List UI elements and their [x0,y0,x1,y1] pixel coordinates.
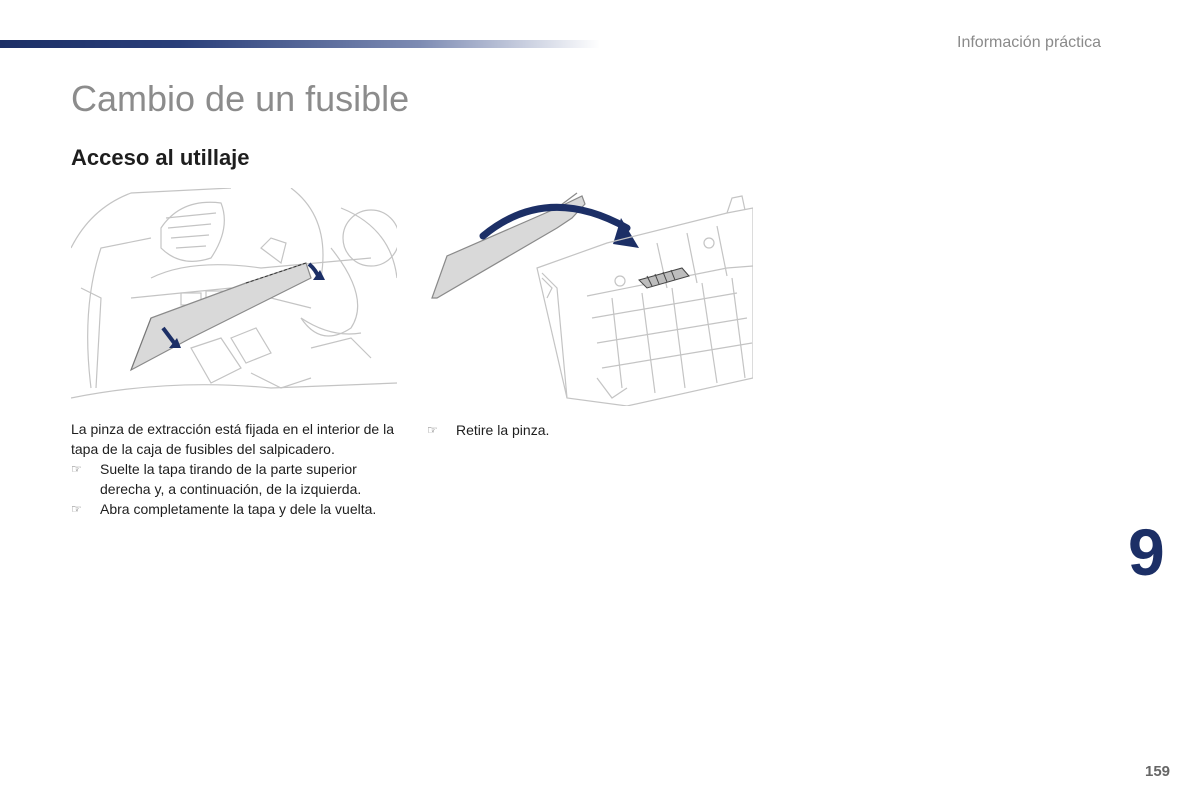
pointing-hand-icon: ☞ [71,502,82,516]
step-item [71,459,401,499]
step-text: Suelte la tapa tirando de la parte superior derecha y, a continuación, de la izquierda. [100,461,362,497]
page-number: 159 [1145,763,1171,780]
header-gradient-bar [0,40,600,48]
step-item [427,420,727,440]
pointing-hand-icon: ☞ [427,423,438,437]
instructions-column-1 [71,419,401,519]
instructions-column-2 [427,420,727,440]
fuse-cover-tweezers-illustration [427,188,753,406]
section-title: Información práctica [957,34,1102,51]
pointing-hand-icon: ☞ [71,462,82,476]
step-text: Abra completamente la tapa y dele la vuelta. [100,501,377,517]
step-item [71,499,401,519]
step-text: Retire la pinza. [456,422,550,438]
page-title: Cambio de un fusible [71,78,410,119]
dashboard-fuse-cover-illustration [71,188,397,406]
intro-paragraph: La pinza de extracción está fijada en el interior de la tapa de la caja de fusibles del salpicadero. [71,421,394,457]
section-subtitle: Acceso al utillaje [71,145,250,170]
chapter-number: 9 [1128,515,1165,589]
